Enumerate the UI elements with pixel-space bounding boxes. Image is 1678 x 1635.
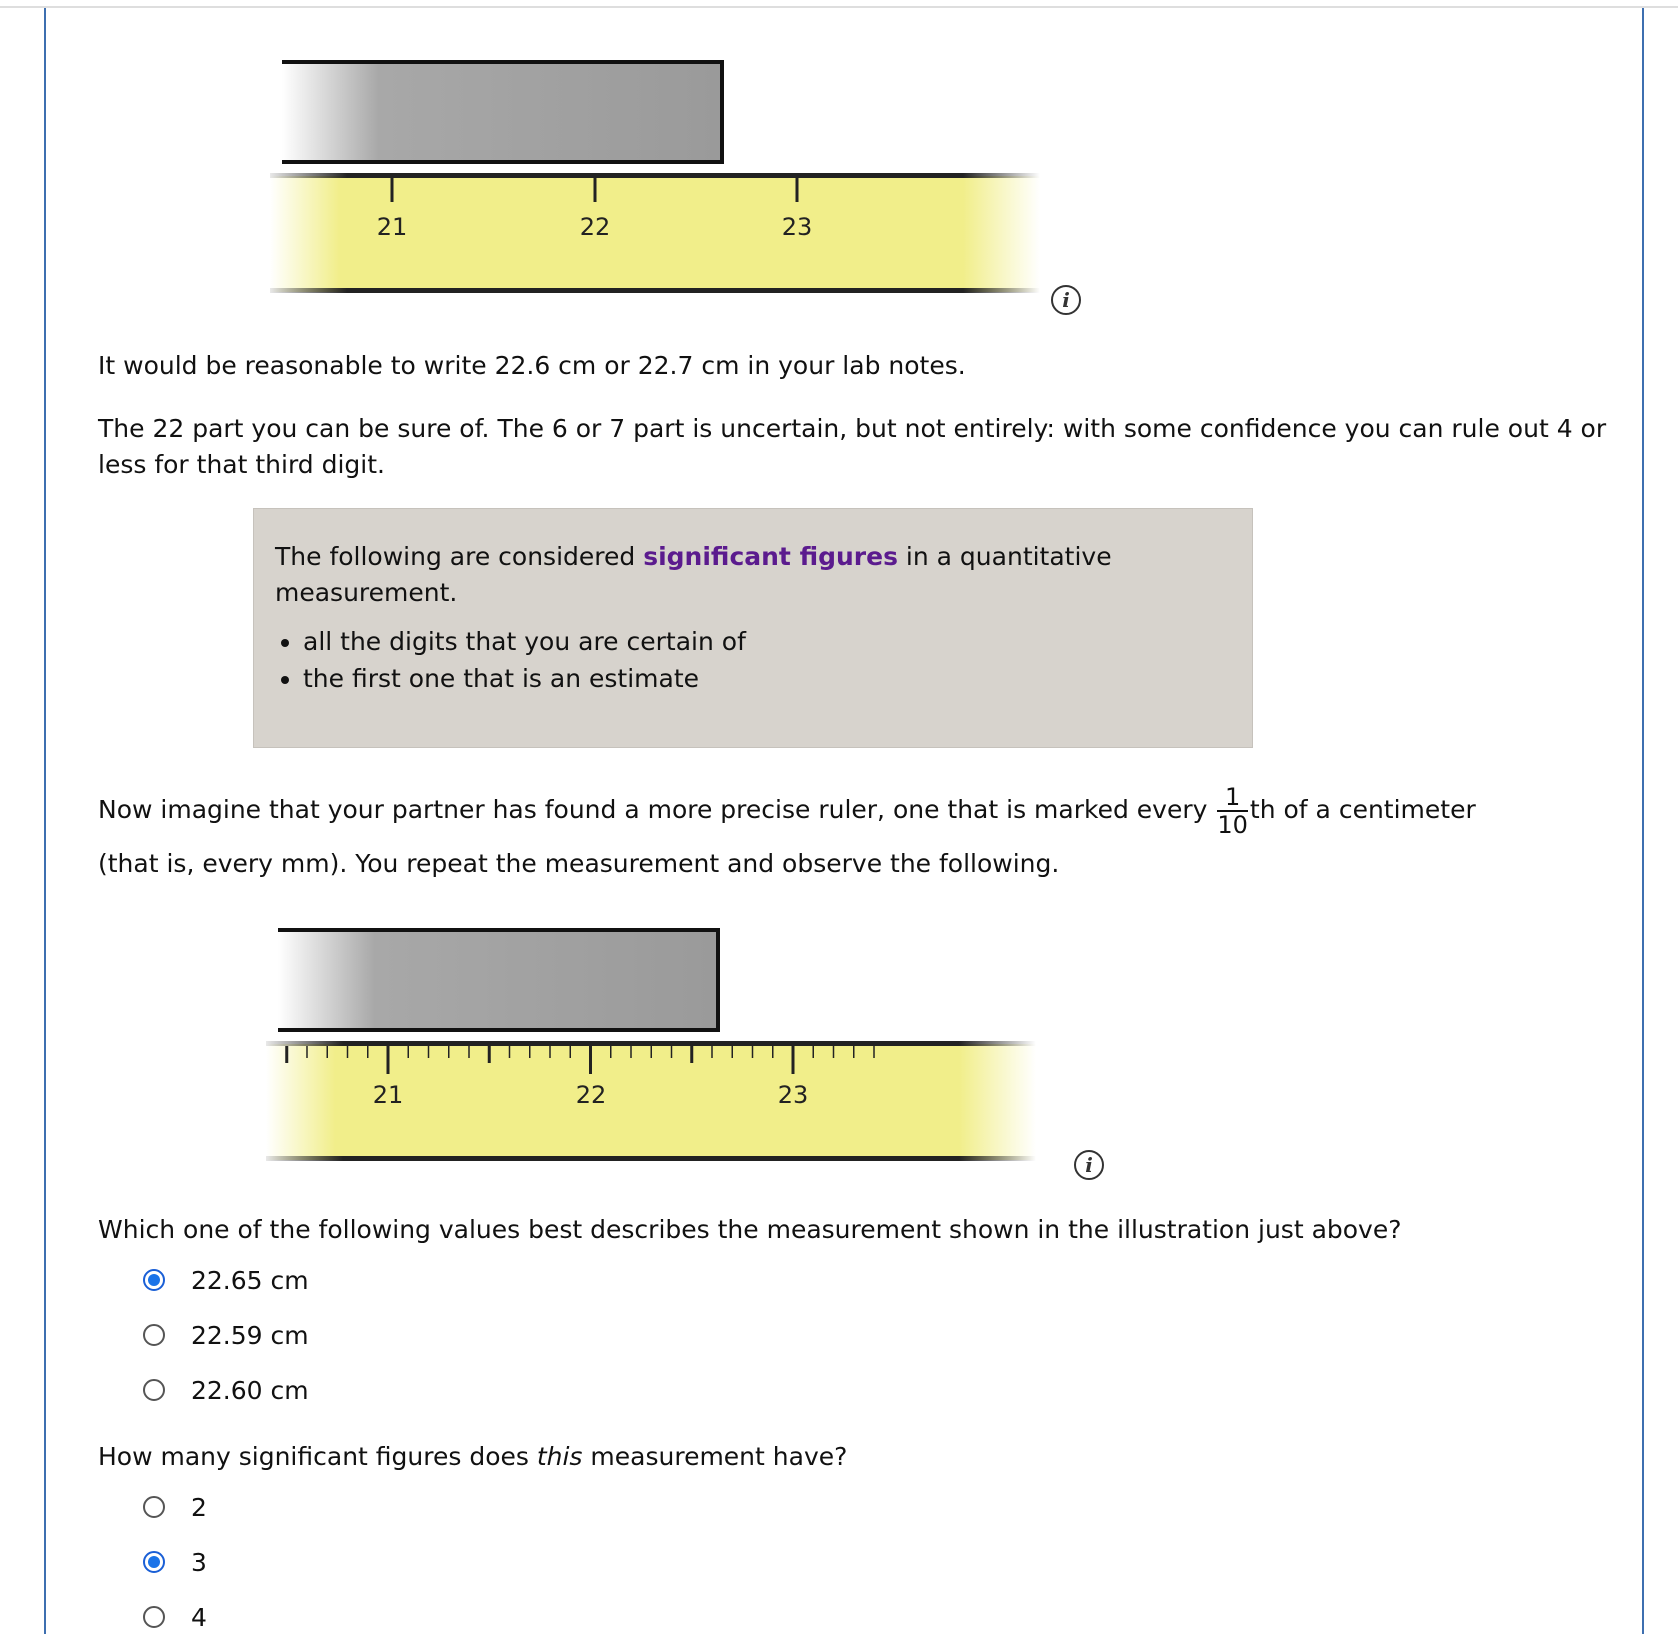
question2-prompt: How many significant figures does this measurement have? xyxy=(98,1442,848,1471)
significant-figures-term: significant figures xyxy=(643,542,898,571)
option-2[interactable] xyxy=(143,1489,207,1525)
definition-callout xyxy=(253,508,1253,748)
ruler-label-23: 23 xyxy=(777,1081,809,1109)
option-label: 2 xyxy=(191,1492,207,1522)
radio-button[interactable] xyxy=(143,1551,165,1573)
option-label: 22.60 cm xyxy=(191,1375,309,1405)
radio-button[interactable] xyxy=(143,1496,165,1518)
paragraph-precise-ruler: Now imagine that your partner has found a more precise ruler, one that is marked every $\frac{1}{10}$ th of a centimeter xyxy=(98,783,1476,839)
frame-right-border xyxy=(1642,8,1644,1634)
option-22-59-cm[interactable] xyxy=(143,1317,309,1353)
ruler-label-21: 21 xyxy=(372,1081,404,1109)
ruler-label-22: 22 xyxy=(579,213,611,241)
callout-intro: The following are considered significant figures in a quantitative measurement. xyxy=(275,542,1112,607)
option-label: 22.65 cm xyxy=(191,1265,309,1295)
radio-button[interactable] xyxy=(143,1324,165,1346)
option-22-65-cm[interactable] xyxy=(143,1262,309,1298)
list-item: • all the digits that you are certain of xyxy=(303,623,1232,660)
ruler-label-23: 23 xyxy=(781,213,813,241)
ruler-label-22: 22 xyxy=(575,1081,607,1109)
radio-button[interactable] xyxy=(143,1379,165,1401)
option-label: 4 xyxy=(191,1602,207,1632)
info-icon[interactable]: i xyxy=(1051,285,1081,315)
info-icon[interactable]: i xyxy=(1074,1150,1104,1180)
paragraph-certainty: The 22 part you can be sure of. The 6 or 7 part is uncertain, but not entirely: with some confidence you can rule out 4 or less for that third digit. xyxy=(98,414,1607,479)
radio-button[interactable] xyxy=(143,1606,165,1628)
ruler-illustration-1 xyxy=(270,50,1050,300)
emphasis-this: this xyxy=(536,1442,583,1471)
option-3[interactable] xyxy=(143,1544,207,1580)
option-22-60-cm[interactable] xyxy=(143,1372,309,1408)
ruler-illustration-2 xyxy=(266,918,1046,1168)
option-4[interactable] xyxy=(143,1599,207,1635)
paragraph-repeat: (that is, every mm). You repeat the measurement and observe the following. xyxy=(98,849,1060,878)
paragraph-reasonable: It would be reasonable to write 22.6 cm or 22.7 cm in your lab notes. xyxy=(98,351,966,380)
question1-prompt: Which one of the following values best describes the measurement shown in the illustration just above? xyxy=(98,1215,1402,1244)
callout-list xyxy=(275,623,1232,697)
object-block xyxy=(282,62,722,162)
frame-left-border xyxy=(44,8,46,1634)
option-label: 3 xyxy=(191,1547,207,1577)
option-label: 22.59 cm xyxy=(191,1320,309,1350)
object-block xyxy=(278,930,718,1030)
list-item: • the first one that is an estimate xyxy=(303,660,1232,697)
ruler-label-21: 21 xyxy=(376,213,408,241)
frame-top-border xyxy=(0,6,1678,8)
radio-button[interactable] xyxy=(143,1269,165,1291)
fraction-one-tenth: $\frac{1}{10}$ xyxy=(1217,783,1248,839)
